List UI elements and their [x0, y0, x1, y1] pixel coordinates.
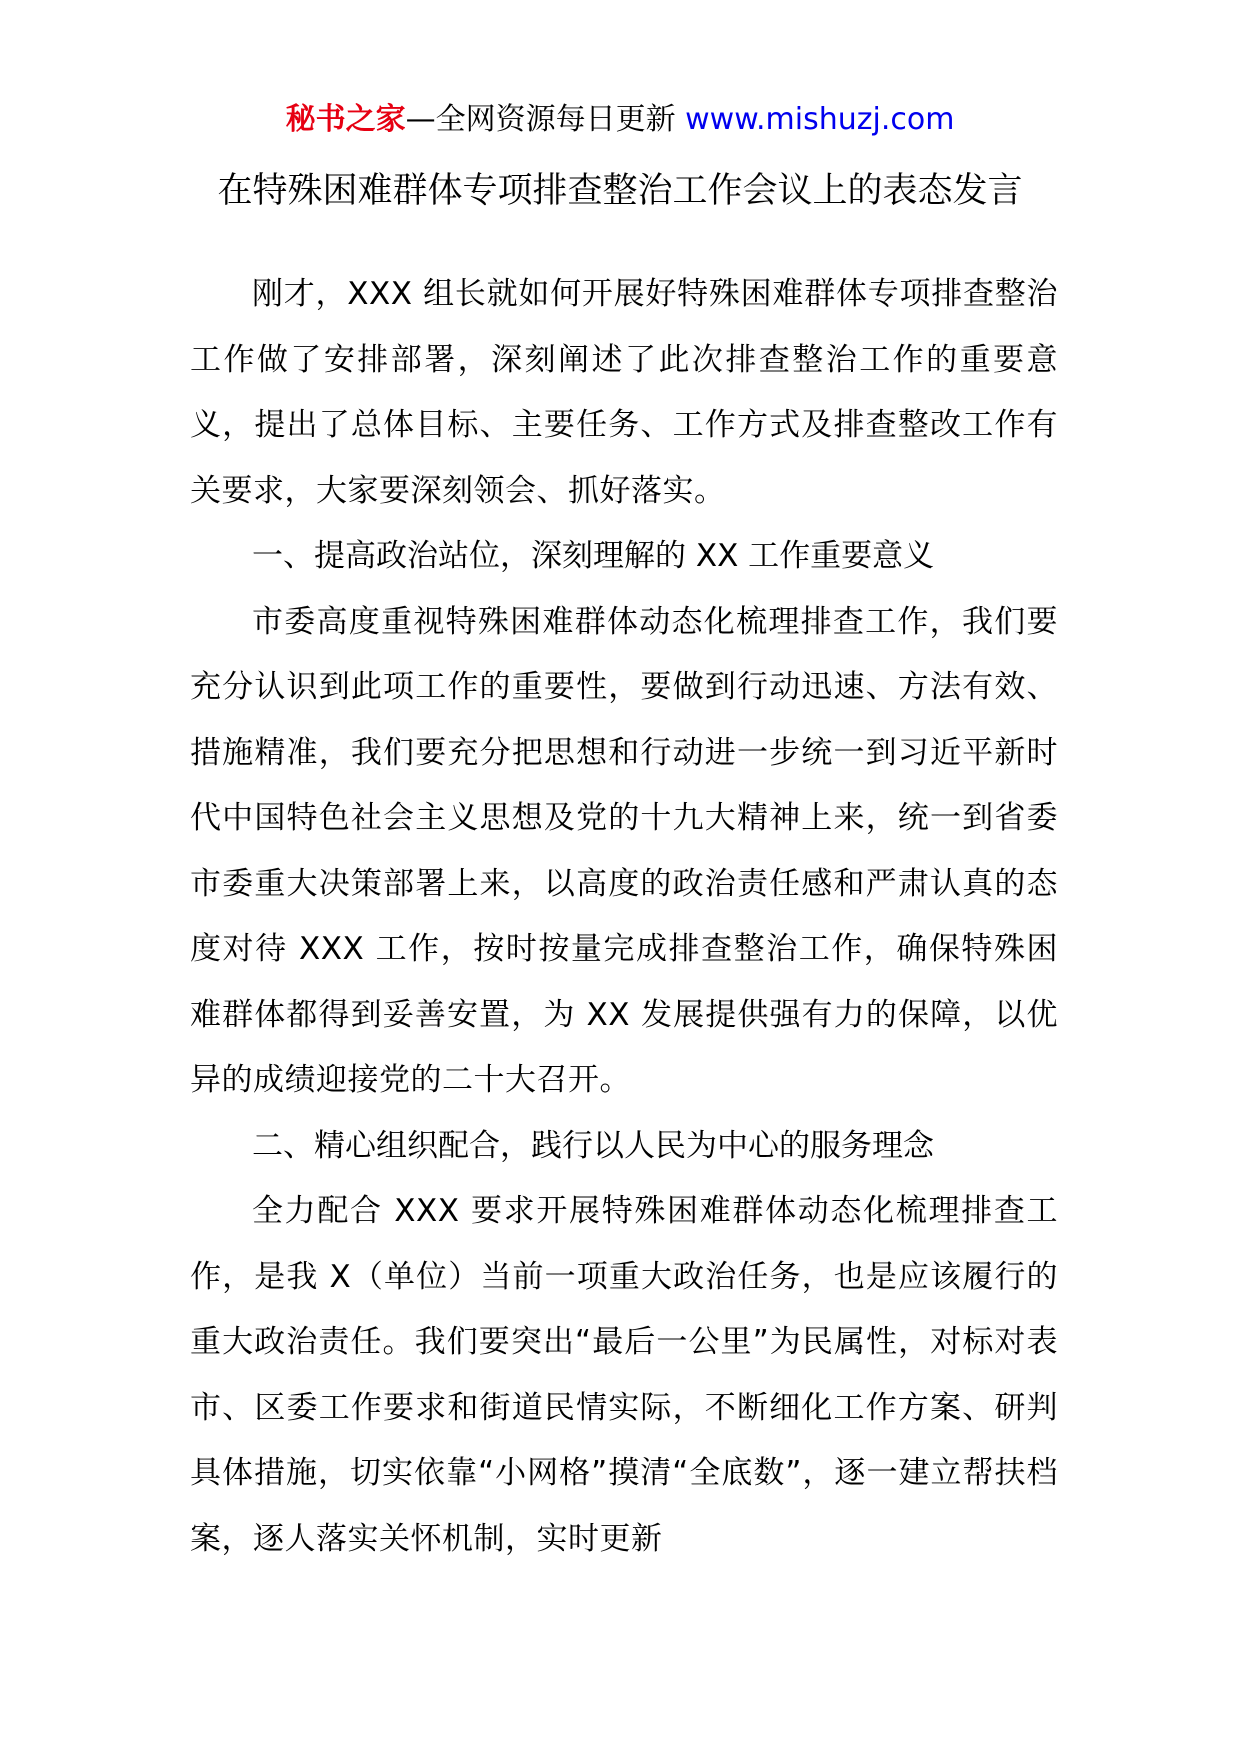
- header-tagline: —全网资源每日更新: [405, 102, 686, 137]
- document-body: [190, 262, 1058, 1572]
- intro-paragraph: 刚才，XXX 组长就如何开展好特殊困难群体专项排查整治工作做了安排部署，深刻阐述了此次排查整治工作的重要意义，提出了总体目标、主要任务、工作方式及排查整改工作有关要求，大家要深刻领会、抓好落实。: [190, 276, 1058, 509]
- brand-name: 秘书之家: [285, 102, 406, 137]
- watermark-header: [0, 100, 1240, 140]
- section-2-paragraph: 全力配合 XXX 要求开展特殊困难群体动态化梳理排查工作，是我 X（单位）当前一项重大政治任务，也是应该履行的重大政治责任。我们要突出“最后一公里”为民属性，对标对表市、区委工作要求和街道民情实际，不断细化工作方案、研判具体措施，切实依靠“小网格”摸清“全底数”，逐一建立帮扶档案，逐人落实关怀机制，实时更新: [190, 1193, 1058, 1557]
- section-1-heading: 一、提高政治站位，深刻理解的 XX 工作重要意义: [252, 538, 935, 574]
- document-title: 在特殊困难群体专项排查整治工作会议上的表态发言: [217, 171, 1023, 211]
- website-link[interactable]: www.mishuzj.com: [685, 102, 955, 137]
- section-2-heading: 二、精心组织配合，践行以人民为中心的服务理念: [252, 1127, 934, 1164]
- section-1-paragraph: 市委高度重视特殊困难群体动态化梳理排查工作，我们要充分认识到此项工作的重要性，要做到行动迅速、方法有效、措施精准，我们要充分把思想和行动进一步统一到习近平新时代中国特色社会主义思想及党的十九大精神上来，统一到省委市委重大决策部署上来，以高度的政治责任感和严肃认真的态度对待 XXX 工作，按时按量完成排查整治工作，确保特殊困难群体都得到妥善安置，为 XX 发展提供强有力的保障，以优异的成绩迎接党的二十大召开。: [190, 603, 1058, 1098]
